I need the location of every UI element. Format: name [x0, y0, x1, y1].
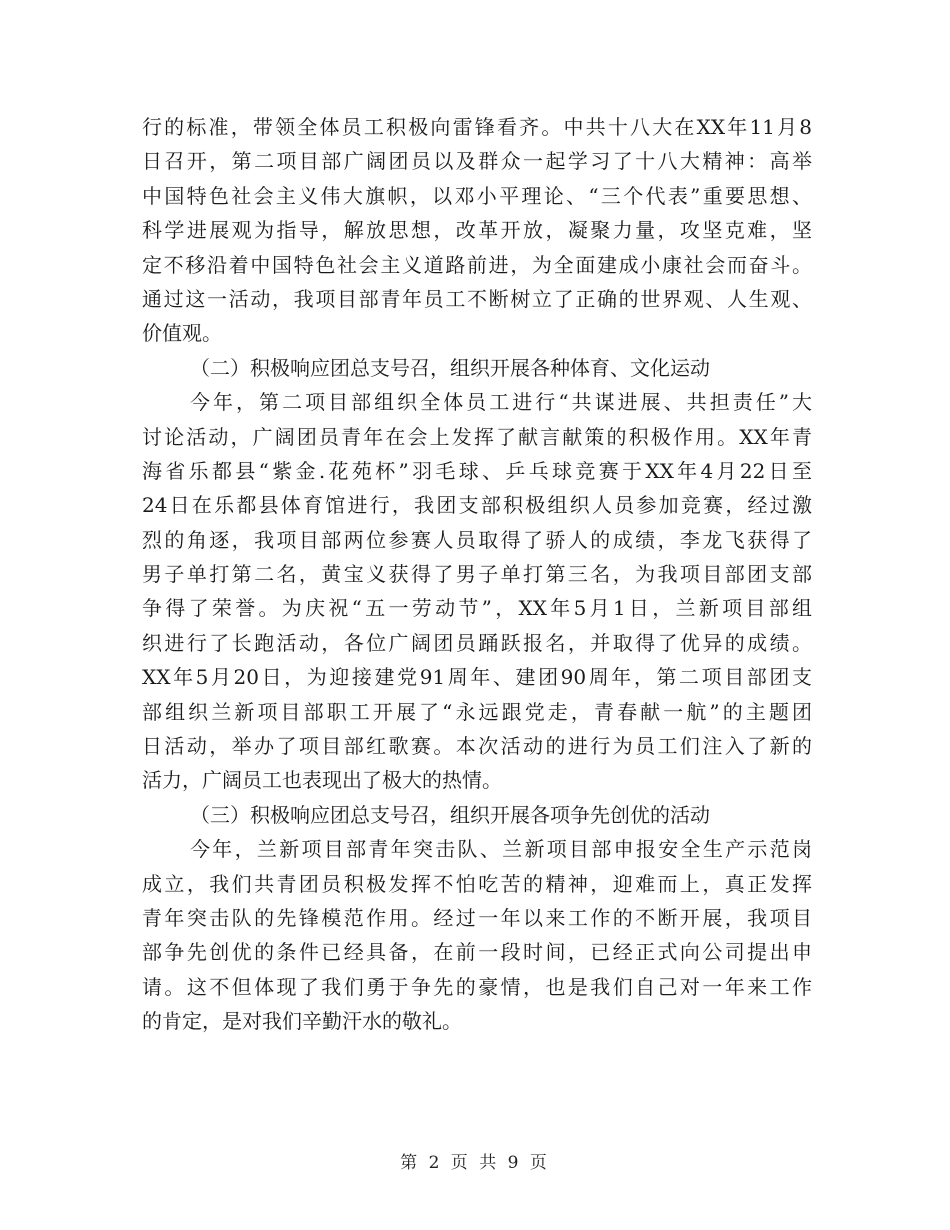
paragraph-2	[142, 385, 812, 798]
text-line: 请。这不但体现了我们勇于争先的豪情，也是我们自己对一年来工作	[142, 974, 812, 999]
text-line: 成立，我们共青团员积极发挥不怕吃苦的精神，迎难而上，真正发挥	[142, 871, 812, 896]
section-heading-3: （三）积极响应团总支号召，组织开展各项争先创优的活动	[190, 802, 710, 827]
text-line: 争得了荣誉。为庆祝“五一劳动节”，XX年5月1日，兰新项目部组	[142, 596, 812, 621]
text-line: 日活动，举办了项目部红歌赛。本次活动的进行为员工们注入了新的	[142, 734, 812, 759]
text-line: 今年，第二项目部组织全体员工进行“共谋进展、共担责任”大	[190, 390, 812, 415]
text-line: 部组织兰新项目部职工开展了“永远跟党走，青春献一航”的主题团	[142, 699, 812, 724]
text-line: 海省乐都县“紫金.花苑杯”羽毛球、乒乓球竞赛于XX年4月22日至	[142, 458, 812, 483]
text-line: 科学进展观为指导，解放思想，改革开放，凝聚力量，攻坚克难，坚	[142, 218, 812, 243]
text-line: 定不移沿着中国特色社会主义道路前进，为全面建成小康社会而奋斗。	[142, 252, 812, 277]
text-line: 青年突击队的先锋模范作用。经过一年以来工作的不断开展，我项目	[142, 905, 812, 930]
text-line: 价值观。	[142, 321, 222, 346]
text-line: 讨论活动，广阔团员青年在会上发挥了献言献策的积极作用。XX年青	[142, 424, 812, 449]
document-body	[142, 110, 812, 1039]
text-line: 烈的角逐，我项目部两位参赛人员取得了骄人的成绩，李龙飞获得了	[142, 527, 812, 552]
paragraph-1	[142, 110, 812, 351]
text-line: 男子单打第二名，黄宝义获得了男子单打第三名，为我项目部团支部	[142, 562, 812, 587]
section-heading-2: （二）积极响应团总支号召，组织开展各种体育、文化运动	[190, 355, 710, 380]
paragraph-3	[142, 832, 812, 1038]
text-line: 的肯定，是对我们辛勤汗水的敬礼。	[142, 1009, 462, 1034]
page-number-footer: 第 2 页 共 9 页	[400, 1153, 550, 1173]
text-line: 24日在乐都县体育馆进行，我团支部积极组织人员参加竞赛，经过激	[142, 493, 812, 518]
text-line: XX年5月20日，为迎接建党91周年、建团90周年，第二项目部团支	[142, 665, 812, 690]
text-line: 今年，兰新项目部青年突击队、兰新项目部申报安全生产示范岗	[190, 837, 812, 862]
text-line: 活力，广阔员工也表现出了极大的热情。	[142, 768, 502, 793]
text-line: 通过这一活动，我项目部青年员工不断树立了正确的世界观、人生观、	[142, 286, 812, 311]
text-line: 织进行了长跑活动，各位广阔团员踊跃报名，并取得了优异的成绩。	[142, 630, 812, 655]
text-line: 中国特色社会主义伟大旗帜，以邓小平理论、“三个代表”重要思想、	[142, 183, 812, 208]
text-line: 行的标准，带领全体员工积极向雷锋看齐。中共十八大在XX年11月8	[142, 115, 812, 139]
text-line: 日召开，第二项目部广阔团员以及群众一起学习了十八大精神：高举	[142, 149, 812, 174]
text-line: 部争先创优的条件已经具备，在前一段时间，已经正式向公司提出申	[142, 940, 812, 965]
